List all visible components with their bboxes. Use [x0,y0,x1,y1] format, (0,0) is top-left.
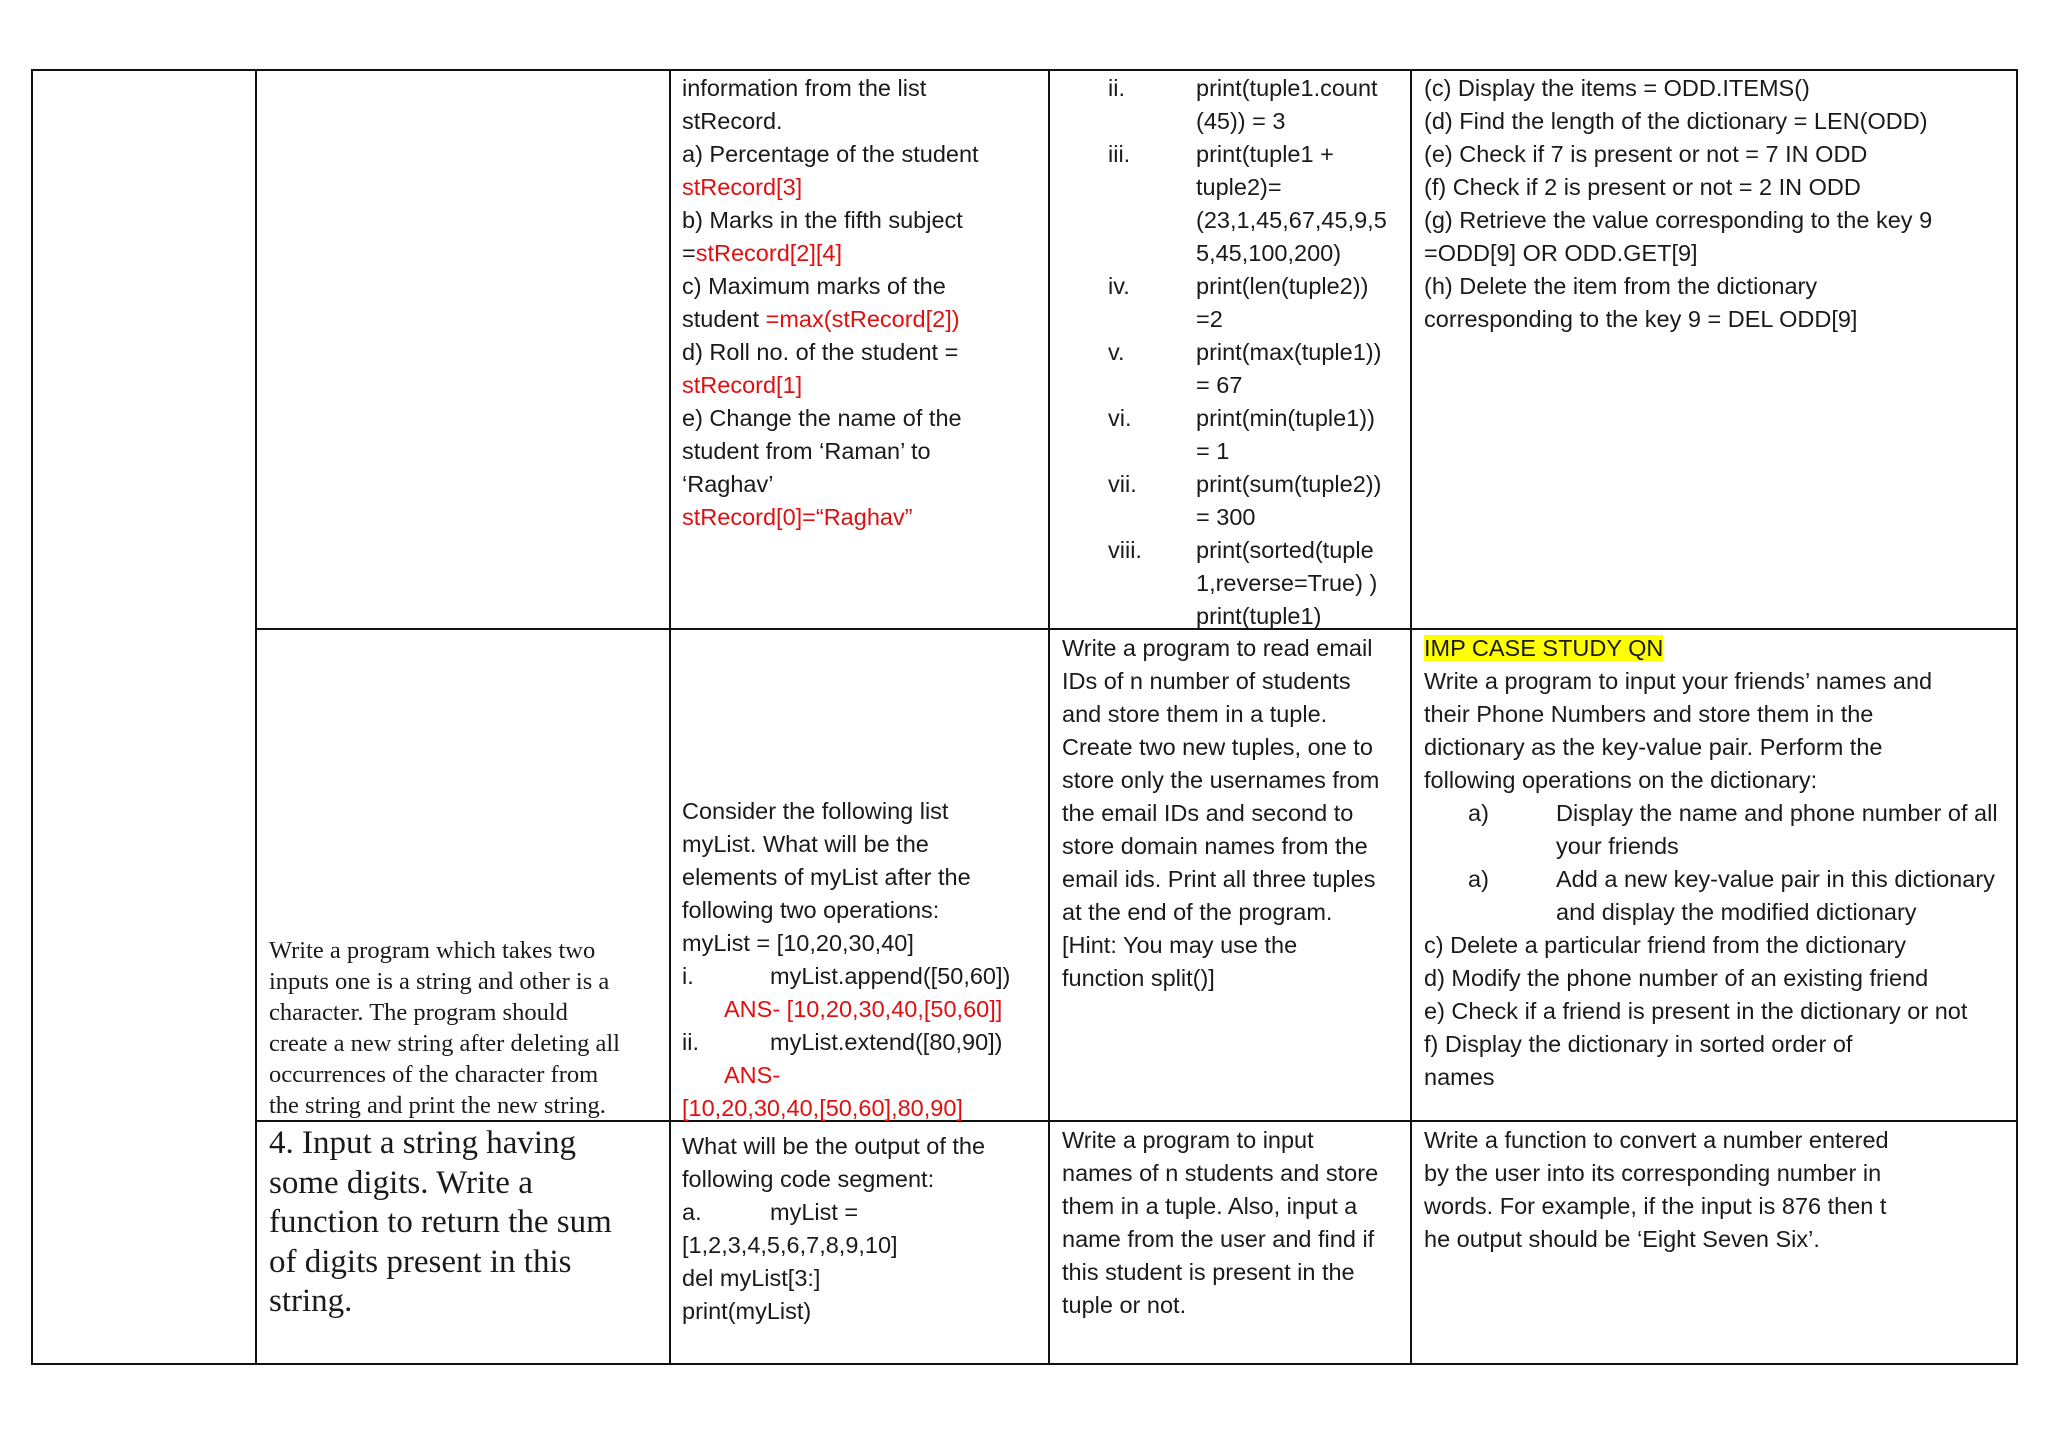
item-number: v. [1108,339,1125,365]
code-line: (23,1,45,67,45,9,5 [1196,207,1387,233]
list-item [1108,138,1408,270]
text-line: (c) Display the items = ODD.ITEMS() [1424,75,1810,101]
code-line: myList.extend([80,90]) [770,1029,1003,1055]
text-line: their Phone Numbers and store them in the [1424,701,1874,727]
text-fragment: = [682,240,696,266]
item-number: a. [682,1199,702,1225]
text-line: tuple or not. [1062,1292,1187,1318]
text-line: 4. Input a string having [269,1125,577,1161]
text-line: character. The program should [269,999,568,1026]
text-line: words. For example, if the input is 876 then t [1424,1193,1887,1219]
code-line: myList.append([50,60]) [770,963,1011,989]
list-item [1108,72,1408,138]
code-line: 5,45,100,200) [1196,240,1342,266]
text-line: function split()] [1062,965,1215,991]
column-divider-4 [1410,69,1412,1365]
answer-text: =max(stRecord[2]) [765,306,960,332]
item-marker: a) [1468,800,1489,826]
list-item [1108,402,1408,468]
text-line: Add a new key-value pair in this dictionary [1556,866,1995,892]
text-line: Create two new tuples, one to [1062,734,1373,760]
item-number: viii. [1108,537,1142,563]
text-line: (d) Find the length of the dictionary = LEN(ODD) [1424,108,1928,134]
row2-col2-cell [269,935,669,1121]
text-line: your friends [1556,833,1679,859]
code-line: = 67 [1196,372,1243,398]
code-line: print(len(tuple2)) [1196,273,1369,299]
text-line: names [1424,1064,1495,1090]
text-line: d) Roll no. of the student = [682,339,959,365]
text-line: [Hint: You may use the [1062,932,1298,958]
code-line: = 300 [1196,504,1256,530]
text-line: store domain names from the [1062,833,1368,859]
text-line: stRecord. [682,108,783,134]
row1-col3-cell [682,72,1062,534]
text-line: What will be the output of the [682,1133,986,1159]
column-divider-2 [669,69,671,1365]
text-line: following operations on the dictionary: [1424,767,1818,793]
text-line: them in a tuple. Also, input a [1062,1193,1358,1219]
item-number: i. [682,963,694,989]
answer-text: stRecord[0]=“Raghav” [682,504,913,530]
text-line: names of n students and store [1062,1160,1379,1186]
code-line: = 1 [1196,438,1230,464]
list-item [682,960,1052,993]
text-line: Write a program which takes two [269,937,596,964]
text-line: IDs of n number of students [1062,668,1351,694]
list-item [1108,270,1408,336]
text-line: c) Maximum marks of the [682,273,946,299]
row1-col4-cell [1108,72,1408,633]
text-line: a) Percentage of the student [682,141,979,167]
code-line: =2 [1196,306,1223,332]
text-line: Write a program to read email [1062,635,1373,661]
text-line: corresponding to the key 9 = DEL ODD[9] [1424,306,1858,332]
answer-text: [10,20,30,40,[50,60],80,90] [682,1095,963,1121]
text-line: following two operations: [682,897,940,923]
item-number: ii. [682,1029,699,1055]
text-line: he output should be ‘Eight Seven Six’. [1424,1226,1820,1252]
text-line: d) Modify the phone number of an existing friend [1424,965,1929,991]
text-line: some digits. Write a [269,1164,533,1201]
item-number: ii. [1108,75,1125,101]
text-line: elements of myList after the [682,864,971,890]
text-line: this student is present in the [1062,1259,1355,1285]
highlight-label: IMP CASE STUDY QN [1424,635,1664,661]
text-line: function to return the sum [269,1204,612,1240]
text-line: by the user into its corresponding number in [1424,1160,1882,1186]
row1-col5-cell [1424,72,2018,336]
text-line: Consider the following list [682,798,949,824]
list-item [1424,863,2018,929]
code-line: (45)) = 3 [1196,108,1286,134]
text-line: Write a function to convert a number entered [1424,1127,1889,1153]
column-divider-1 [255,69,257,1365]
row2-col4-cell [1062,632,1410,995]
answer-text: ANS- [724,1062,781,1088]
text-line: at the end of the program. [1062,899,1333,925]
text-line: occurrences of the character from [269,1061,599,1088]
text-line: following code segment: [682,1166,935,1192]
text-line: e) Change the name of the [682,405,962,431]
text-line: =ODD[9] OR ODD.GET[9] [1424,240,1698,266]
text-line: create a new string after deleting all [269,1030,620,1057]
text-line: f) Display the dictionary in sorted order of [1424,1031,1853,1057]
text-line: and store them in a tuple. [1062,701,1328,727]
row3-col2-cell [269,1124,667,1322]
code-line: print(tuple1.count [1196,75,1378,101]
text-line: dictionary as the key-value pair. Perform the [1424,734,1883,760]
text-line: inputs one is a string and other is a [269,968,610,995]
list-item [1108,336,1408,402]
text-line: (e) Check if 7 is present or not = 7 IN ODD [1424,141,1868,167]
answer-text: stRecord[3] [682,174,803,200]
text-line: of digits present in this [269,1243,572,1280]
text-line: ‘Raghav’ [682,471,774,497]
code-line: 1,reverse=True) ) [1196,570,1378,596]
text-line: b) Marks in the fifth subject [682,207,963,233]
list-item [682,1196,1052,1229]
answer-text: stRecord[2][4] [695,240,843,266]
text-line: c) Delete a particular friend from the dictionary [1424,932,1906,958]
code-line: myList = [770,1199,859,1225]
code-line: [1,2,3,4,5,6,7,8,9,10] [682,1232,898,1258]
code-line: print(tuple1) [1196,603,1322,629]
row3-col5-cell [1424,1124,2018,1256]
text-line: the string and print the new string. [269,1092,606,1119]
text-line: and display the modified dictionary [1556,899,1917,925]
item-number: iii. [1108,141,1131,167]
text-line: store only the usernames from [1062,767,1380,793]
text-line: (g) Retrieve the value corresponding to the key 9 [1424,207,1933,233]
code-line: print(tuple1 + [1196,141,1334,167]
answer-text: stRecord[1] [682,372,803,398]
code-line: print(sorted(tuple [1196,537,1374,563]
code-line: print(sum(tuple2)) [1196,471,1382,497]
answer-text: ANS- [10,20,30,40,[50,60]] [724,996,1003,1022]
item-number: vii. [1108,471,1137,497]
text-line: name from the user and find if [1062,1226,1375,1252]
code-line: del myList[3:] [682,1265,821,1291]
row3-col4-cell [1062,1124,1410,1322]
text-line: (h) Delete the item from the dictionary [1424,273,1818,299]
list-item [1424,797,2018,863]
text-line: the email IDs and second to [1062,800,1354,826]
item-marker: a) [1468,866,1489,892]
text-line: e) Check if a friend is present in the dictionary or not [1424,998,1968,1024]
list-item [682,1026,1052,1059]
row2-col3-cell [682,795,1052,1125]
row3-col3-cell [682,1130,1052,1328]
row2-col5-cell [1424,632,2018,1094]
text-line: (f) Check if 2 is present or not = 2 IN ODD [1424,174,1861,200]
code-line: print(max(tuple1)) [1196,339,1382,365]
text-line: Write a program to input [1062,1127,1314,1153]
text-line: myList = [10,20,30,40] [682,930,914,956]
code-line: print(myList) [682,1298,812,1324]
text-line: email ids. Print all three tuples [1062,866,1376,892]
text-line: information from the list [682,75,927,101]
text-line: Display the name and phone number of all [1556,800,1998,826]
list-item [1108,468,1408,534]
item-number: vi. [1108,405,1132,431]
text-fragment: student [682,306,766,332]
item-number: iv. [1108,273,1130,299]
code-line: tuple2)= [1196,174,1282,200]
text-line: Write a program to input your friends’ names and [1424,668,1933,694]
text-line: myList. What will be the [682,831,929,857]
code-line: print(min(tuple1)) [1196,405,1375,431]
list-item [1108,534,1408,633]
text-line: string. [269,1283,353,1319]
text-line: student from ‘Raman’ to [682,438,931,464]
